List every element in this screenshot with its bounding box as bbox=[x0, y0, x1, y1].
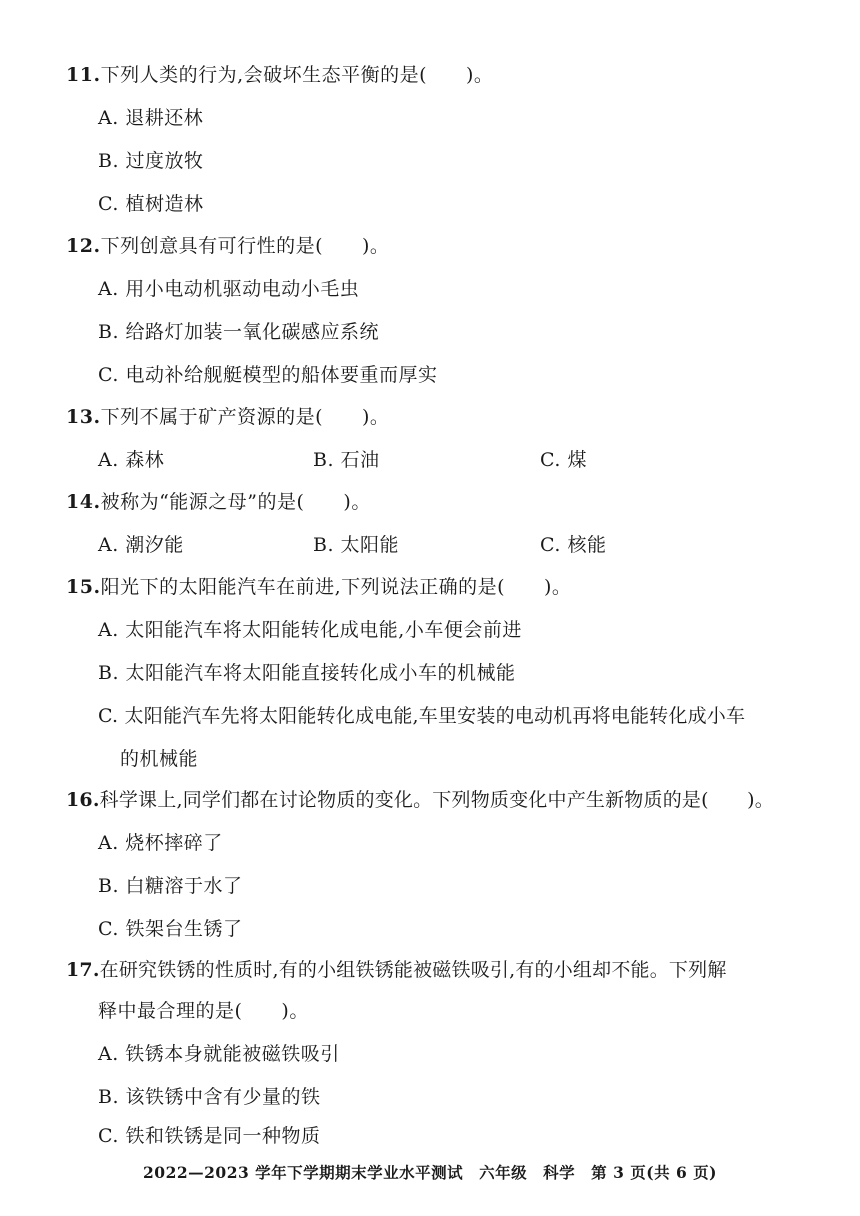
question-11-stem bbox=[66, 62, 493, 88]
option-c: C. 太阳能汽车先将太阳能转化成电能,车里安装的电动机再将电能转化成小车 bbox=[98, 705, 746, 727]
option-a: A. 烧杯摔碎了 bbox=[98, 832, 223, 854]
question-number: 15. bbox=[66, 576, 101, 598]
option-c: C. 植树造林 bbox=[98, 193, 204, 215]
question-text: 下列不属于矿产资源的是( )。 bbox=[100, 406, 390, 428]
option-a: A. 铁锈本身就能被磁铁吸引 bbox=[98, 1043, 340, 1065]
option-c: C. 铁和铁锈是同一种物质 bbox=[98, 1125, 321, 1147]
option-b: B. 太阳能汽车将太阳能直接转化成小车的机械能 bbox=[98, 662, 516, 684]
question-text: 阳光下的太阳能汽车在前进,下列说法正确的是( )。 bbox=[100, 576, 572, 598]
question-14-stem bbox=[66, 489, 371, 515]
option-a: A. 森林 bbox=[98, 449, 165, 471]
option-c: C. 煤 bbox=[540, 449, 587, 471]
page-footer: 2022—2023 学年下学期期末学业水平测试 六年级 科学 第 3 页(共 6 页) bbox=[143, 1163, 717, 1182]
option-b: B. 过度放牧 bbox=[98, 150, 204, 172]
option-b: B. 该铁锈中含有少量的铁 bbox=[98, 1086, 321, 1108]
question-17-stem-continued: 释中最合理的是( )。 bbox=[98, 1000, 309, 1022]
question-text: 下列创意具有可行性的是( )。 bbox=[100, 235, 390, 257]
question-17-stem bbox=[66, 957, 727, 983]
option-a: A. 太阳能汽车将太阳能转化成电能,小车便会前进 bbox=[98, 619, 522, 641]
question-number: 11. bbox=[66, 64, 101, 86]
question-text: 被称为“能源之母”的是( )。 bbox=[100, 491, 371, 513]
question-number: 16. bbox=[66, 789, 100, 811]
question-number: 13. bbox=[66, 406, 101, 428]
question-text: 科学课上,同学们都在讨论物质的变化。下列物质变化中产生新物质的是( )。 bbox=[99, 789, 774, 811]
question-15-stem bbox=[66, 574, 571, 600]
option-b: B. 石油 bbox=[313, 449, 380, 471]
question-text: 下列人类的行为,会破坏生态平衡的是( )。 bbox=[100, 64, 494, 86]
question-13-stem bbox=[66, 404, 389, 430]
option-c: C. 电动补给舰艇模型的船体要重而厚实 bbox=[98, 364, 438, 386]
question-number: 12. bbox=[66, 235, 101, 257]
option-b: B. 白糖溶于水了 bbox=[98, 875, 243, 897]
question-16-stem bbox=[66, 787, 774, 813]
question-number: 17. bbox=[66, 959, 100, 981]
option-a: A. 潮汐能 bbox=[98, 534, 184, 556]
option-a: A. 退耕还林 bbox=[98, 107, 204, 129]
option-c: C. 铁架台生锈了 bbox=[98, 918, 243, 940]
option-b: B. 给路灯加装一氧化碳感应系统 bbox=[98, 321, 380, 343]
option-c: C. 核能 bbox=[540, 534, 607, 556]
question-12-stem bbox=[66, 233, 389, 259]
option-a: A. 用小电动机驱动电动小毛虫 bbox=[98, 278, 360, 300]
question-text: 在研究铁锈的性质时,有的小组铁锈能被磁铁吸引,有的小组却不能。下列解 bbox=[99, 959, 727, 981]
option-b: B. 太阳能 bbox=[313, 534, 400, 556]
question-number: 14. bbox=[66, 491, 101, 513]
option-c-continued: 的机械能 bbox=[120, 748, 199, 770]
